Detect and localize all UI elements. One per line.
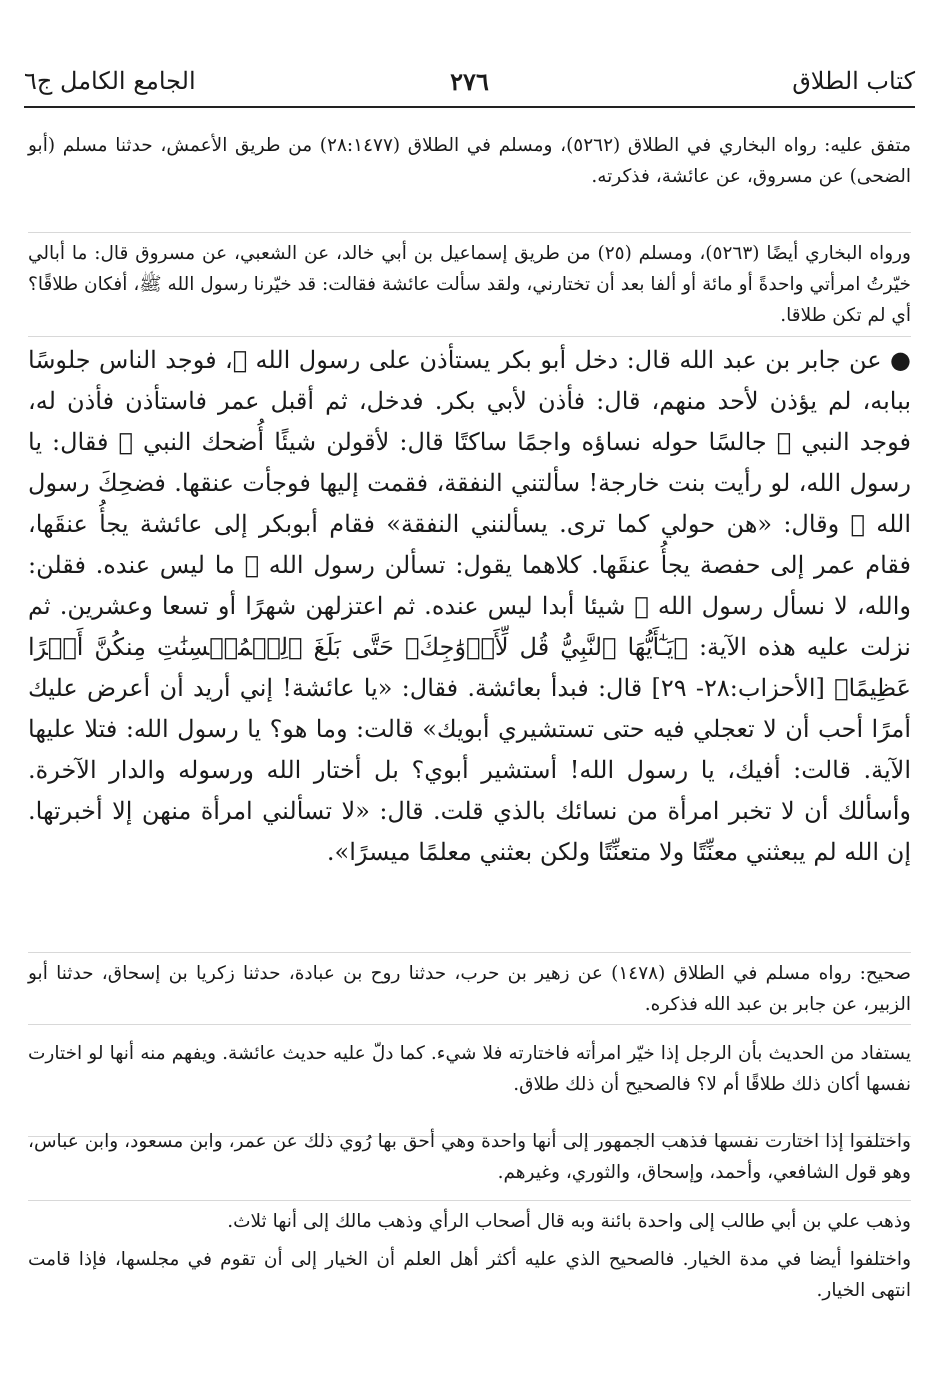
paragraph-divider	[28, 1024, 911, 1025]
commentary-paragraph-2: واختلفوا إذا اختارت نفسها فذهب الجمهور إلى أنها واحدة وهي أحق بها رُوي ذلك عن عمر، وابن مسعود، وابن عباس، وهو قول الشافعي، وأحمد، وإسحاق، والثوري، وغيرهم.	[28, 1131, 911, 1183]
takhrij-paragraph-3: صحيح: رواه مسلم في الطلاق (١٤٧٨) عن زهير بن حرب، حدثنا روح بن عبادة، حدثنا زكريا بن إسحاق، حدثنا أبو الزبير، عن جابر بن عبد الله فذكره.	[28, 963, 912, 1015]
takhrij-paragraph-2: ورواه البخاري أيضًا (٥٢٦٣)، ومسلم (٢٥) من طريق إسماعيل بن أبي خالد، عن الشعبي، عن مسروق قال: ما أبالي خيّرتُ امرأتي واحدةً أو مائة أو ألفا بعد أن تختارني، ولقد سألت عائشة فقالت: قد خيّرنا رسول الله ﷺ، أفكان طلاقًا؟ أي لم تكن طلاقا.	[28, 243, 911, 326]
collection-title: الجامع الكامل ج٦	[24, 67, 196, 95]
hadith-paragraph: ● عن جابر بن عبد الله قال: دخل أبو بكر يستأذن على رسول الله ﷺ، فوجد الناس جلوسًا ببابه، لم يؤذن لأحد منهم، قال: فأذن لأبي بكر. فدخل، ثم أقبل عمر فاستأذن فأذن له، فوجد النبي ﷺ جالسًا حوله نساؤه واجمًا ساكتًا قال: لأقولن شيئًا أُضحك النبي ﷺ فقال: يا رسول الله، لو رأيت بنت خارجة! سألتني النفقة، فقمت إليها فوجأت عنقها. فضحِكَ رسول الله ﷺ وقال: «هن حولي كما ترى. يسألنني النفقة» فقام أبوبكر إلى عائشة يجأُ عنقَها، فقام عمر إلى حفصة يجأُ عنقَها. كلاهما يقول: تسألن رسول الله ﷺ ما ليس عنده. فقلن: والله، لا نسأل رسول الله ﷺ شيئا أبدا ليس عنده. ثم اعتزلهن شهرًا أو تسعا وعشرين. ثم نزلت عليه هذه الآية: ﴿يَـٰٓأَيُّهَا ٱلنَّبِيُّ قُل لِّأَزۡوَٰجِكَ﴾ حَتَّى بَلَغَ ﴿لِلۡمُحۡسِنَٰتِ مِنكُنَّ أَجۡرًا عَظِيمًا﴾ [الأحزاب:٢٨- ٢٩] قال: فبدأ بعائشة. فقال: «يا عائشة! إني أريد أن أعرض عليك أمرًا أحب أن لا تعجلي فيه حتى تستشيري أبويك» قالت: وما هو؟ يا رسول الله: فتلا عليها الآية. قالت: أفيك، يا رسول الله! أستشير أبوي؟ بل أختار الله ورسوله والدار الآخرة. وأسألك أن لا تخبر امرأة من نسائك بالذي قلت. قال: «لا تسألني امرأة منهن إلا أخبرتها. إن الله لم يبعثني معنِّتًا ولا متعنِّتًا ولكن بعثني معلمًا ميسرًا».	[28, 346, 911, 866]
paragraph-divider	[28, 232, 911, 233]
page-header	[24, 58, 915, 104]
commentary-paragraph-3: وذهب علي بن أبي طالب إلى واحدة بائنة وبه قال أصحاب الرأي وذهب مالك إلى أنها ثلاث.	[227, 1211, 911, 1232]
commentary-paragraph-1: يستفاد من الحديث بأن الرجل إذا خيّر امرأته فاختارته فلا شيء. كما دلّ عليه حديث عائشة. ويفهم منه أنها لو اختارت نفسها أكان ذلك طلاقًا أم لا؟ فالصحيح أن ذلك طلاق.	[28, 1043, 911, 1095]
commentary-paragraph-4: واختلفوا أيضا في مدة الخيار. فالصحيح الذي عليه أكثر أهل العلم أن الخيار إلى أن تقوم في مجلسها، فإذا قامت انتهى الخيار.	[28, 1249, 911, 1301]
paragraph-divider	[28, 1200, 911, 1201]
page-number: ٢٧٦	[450, 66, 489, 96]
paragraph-divider	[28, 336, 911, 337]
paragraph-divider	[28, 952, 911, 953]
header-rule	[24, 106, 915, 108]
takhrij-paragraph-1: متفق عليه: رواه البخاري في الطلاق (٥٢٦٢)، ومسلم في الطلاق (٢٨:١٤٧٧) من طريق الأعمش، حدثنا مسلم (أبو الضحى) عن مسروق، عن عائشة، فذكرته.	[28, 135, 911, 187]
book-title: كتاب الطلاق	[792, 67, 915, 95]
